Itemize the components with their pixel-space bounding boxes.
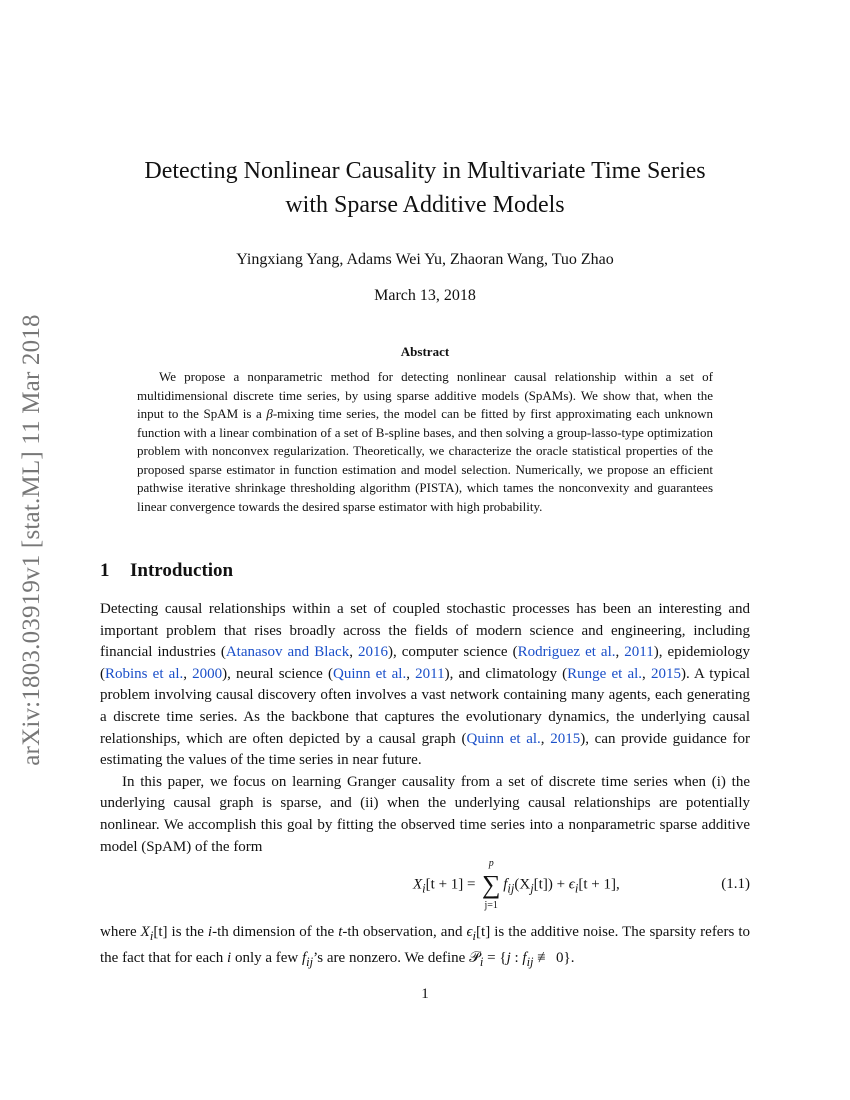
abstract-body: We propose a nonparametric method for detecting nonlinear causal relationship within a set of multidimensional discrete time series, by using sparse additive models (SpAMs). We show that, when the input to the SpAM is a β-mixing time series, the model can be fitted by first approximating each unknown function with a linear combination of a set of B-spline bases, and then solving a group-lasso-type optimization problem with nonconvex regularization. Theoretically, we characterize the oracle statistical properties of the proposed sparse estimator in function estimation and model selection. Numerically, we propose an efficient pathwise iterative shrinkage thresholding algorithm (PISTA), which tames the nonconvexity and guarantees linear convergence towards the desired sparse estimator with high probability. (137, 369, 713, 514)
citation-link[interactable]: Rodriguez et al. (517, 644, 616, 661)
equation-1-1 (100, 858, 750, 912)
citation-link[interactable]: Robins et al. (105, 665, 184, 682)
citation-year-link[interactable]: 2016 (357, 644, 388, 661)
citation-year-link[interactable]: 2015 (550, 730, 581, 747)
author-list: Yingxiang Yang, Adams Wei Yu, Zhaoran Wang, Tuo Zhao (236, 251, 614, 268)
citation-year-link[interactable]: 2011 (624, 644, 654, 661)
citation-link[interactable]: Quinn et al. (466, 730, 541, 747)
citation-link[interactable]: Runge et al. (567, 665, 643, 682)
summation-symbol: p ∑ j=1 (481, 858, 501, 911)
paragraph: Detecting causal relationships within a set of coupled stochastic processes has been an interesting and important problem that rises broadly across the fields of modern science and engineering, including financial industries (Atanasov and Black, 2016), computer science (Rodriguez et al., 2011), epidemiology (Robins et al., 2000), neural science (Quinn et al., 2011), and climatology (Runge et al., 2015). A typical problem involving causal discovery often involves a vast network containing many agents, each generating a discrete time series. As the backbone that captures the evolutionary dynamics, the underlying causal relationships, which are often depicted by a causal graph (Quinn et al., 2015), can provide guidance for estimating the values of the time series in near future. (100, 601, 751, 769)
paragraph: In this paper, we focus on learning Granger causality from a set of discrete time series when (i) the underlying causal graph is sparse, and (ii) when the underlying causal relationships are potentially nonlinear. We accomplish this goal by fitting the observed time series into a nonparametric sparse additive model (SpAM) of the form (100, 773, 750, 855)
paper-title (100, 154, 750, 222)
title-line-2: with Sparse Additive Models (285, 192, 565, 218)
arxiv-identifier: arXiv:1803.03919v1 [stat.ML] 11 Mar 2018 (18, 314, 45, 766)
section-title: Introduction (130, 560, 234, 581)
arxiv-sidebar-stamp (12, 285, 52, 795)
citation-year-link[interactable]: 2011 (415, 665, 445, 682)
citation-link[interactable]: Quinn et al. (333, 665, 407, 682)
equation-number: (1.1) (721, 876, 750, 892)
abstract-heading: Abstract (400, 344, 450, 359)
post-equation-paragraph: where $X_i[t]$ is the i-th dimension of the t-th observation, and $\epsilon_i[t]$ is the additive noise. The sparsity refers to the fact that for each i only a few $f_{ij}’s$ are nonzero. We define 𝒫$_i$ = {j : $f_{ij}$ ≢ 0}. (100, 924, 750, 969)
section-heading-introduction (100, 560, 233, 582)
section-number: 1 (100, 560, 110, 581)
citation-year-link[interactable]: 2015 (650, 665, 681, 682)
introduction-body (100, 599, 750, 858)
citation-link[interactable]: Atanasov and Black (225, 644, 350, 661)
title-line-1: Detecting Nonlinear Causality in Multivariate Time Series (144, 158, 706, 184)
equation-expression: $X_i[t + 1]$ = p ∑ j=1 $f_{ij}(X_j[t]) + \epsilon_i[t + 1]$, (413, 858, 620, 911)
citation-year-link[interactable]: 2000 (192, 665, 223, 682)
page-number: 1 (421, 986, 429, 1002)
publication-date: March 13, 2018 (374, 287, 476, 304)
